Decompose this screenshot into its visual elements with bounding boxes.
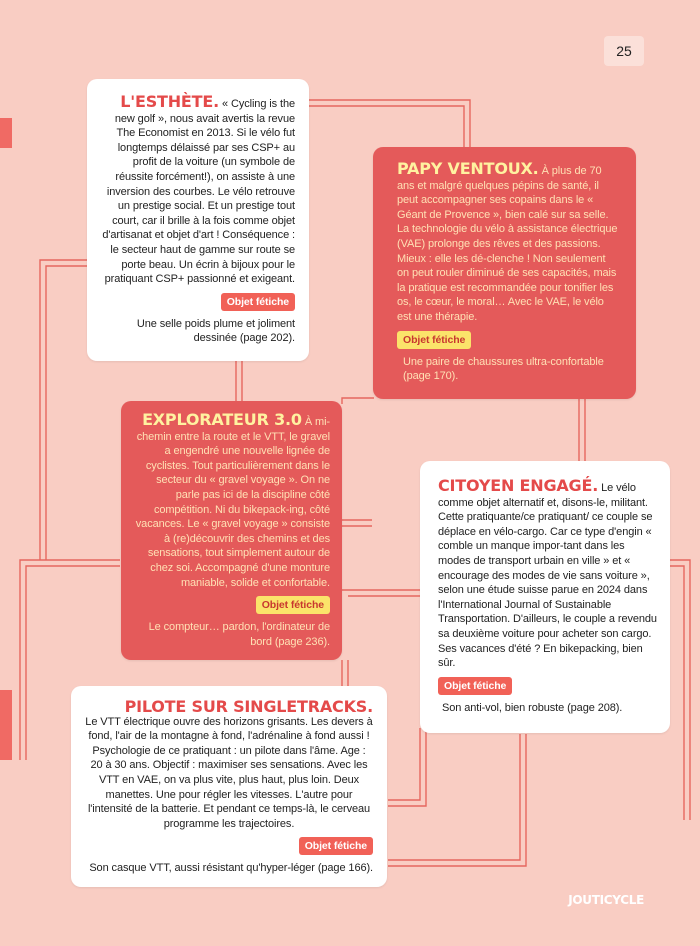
card-explorateur-text [133, 410, 330, 590]
card-citoyen-badge: Objet fétiche [438, 677, 512, 695]
brand-logo: JOUTICYCLE [568, 893, 644, 907]
card-explorateur [121, 401, 342, 660]
card-esthete-body: « Cycling is the new golf », nous avait avertis la revue The Economist en 2013. Si le vélo fut longtemps délaissé par ses CSP+ au profit de la voiture (un symbole de réussite forcément!), on assiste à une inversion des courbes. Le vélo retrouve un prestige social. Et un prestige tout court, car il brille à la fois comme objet d'artisanat et objet d'art ! Conséquence : le secteur haut de gamme sur route se porte beau. Un écrin à bijoux pour le pratiquant CSP+ passionné et exigeant. [102, 98, 295, 286]
card-explorateur-title: EXPLORATEUR 3.0 [142, 410, 302, 429]
card-pilote-fetish: Son casque VTT, aussi résistant qu'hyper-léger (page 166). [89, 862, 373, 875]
card-papy-fetish: Une paire de chaussures ultra-confortable (page 170). [403, 355, 604, 383]
card-citoyen-body: Le vélo comme objet alternatif et, disons-le, militant. Cette pratiquante/ce pratiquant/ ce couple se déplace en vélo-cargo. Car ce type d'engin « comble un manque impor-tant dans les modes de transport urbain en ville » et « encourage des modes de vie sans voiture », selon une étude suisse parue en 2024 dans l'International Journal of Sustainable Transportation. D'ailleurs, le couple a revendu sa deuxième voiture pour acheter son cargo. Ses vacances d'été ? En bikepacking, bien sûr. [438, 482, 657, 670]
card-pilote-body: Le VTT électrique ouvre des horizons grisants. Les devers à fond, l'air de la montagne à fond, l'adrénaline à fond aussi ! Psychologie de ce pratiquant : un pilote dans l'âme. Age : 20 à 30 ans. Objectif : maximiser ses sensations. Avec les VTT en VAE, on va plus vite, plus haut, plus loin. Deux manettes. Une pour régler les vitesses. L'autre pour l'intensité de la batterie. Et pendant ce temps-là, le cerveau programme les trajectoires. [85, 715, 373, 830]
card-papy-title: PAPY VENTOUX. [397, 159, 539, 178]
card-explorateur-badge: Objet fétiche [256, 596, 330, 614]
card-citoyen-title: CITOYEN ENGAGÉ. [438, 476, 599, 495]
card-papy-body: À plus de 70 ans et malgré quelques pépins de santé, il peut accompagner ses copains dans le « Géant de Provence », bien calé sur sa selle. La technologie du vélo à assistance électrique (VAE) prolonge des rêves et des passions. Mieux : elle les dé-clenche ! Non seulement on peut rouler diminué de ses capacités, mais la pratique est recommandée pour tonifier les os, le cœur, le moral… Avec le VAE, le vélo est une thérapie. [397, 165, 618, 323]
card-citoyen-engage [420, 461, 670, 733]
card-pilote-title: PILOTE SUR SINGLETRACKS. [124, 697, 373, 716]
card-papy-ventoux [373, 147, 636, 399]
card-explorateur-body: À mi-chemin entre la route et le VTT, le gravel a engendré une nouvelle lignée de cyclistes. Tout particulièrement dans le secteur du « gravel voyage ». On ne parle pas ici de la discipline côté compétition. Ni du bikepack-ing, côté vacances. Le « gravel voyage » consiste à (re)découvrir des chemins et des sensations, tout simplement autour de chez soi. Accompagné d'une monture maniable, solide et confortable. [135, 416, 330, 589]
card-esthete-title: L'ESTHÈTE. [120, 92, 219, 111]
page-number: 25 [604, 36, 644, 66]
card-esthete-badge: Objet fétiche [221, 293, 295, 311]
card-citoyen-fetish: Son anti-vol, bien robuste (page 208). [442, 701, 623, 714]
card-papy-badge: Objet fétiche [397, 331, 471, 349]
card-esthete-fetish: Une selle poids plume et joliment dessinée (page 202). [136, 317, 295, 345]
card-esthete-text [99, 92, 295, 287]
card-citoyen-text [438, 476, 658, 671]
card-papy-text [397, 159, 618, 325]
card-pilote-badge: Objet fétiche [299, 837, 373, 855]
card-esthete [87, 79, 309, 361]
card-pilote [71, 686, 387, 887]
card-explorateur-fetish: Le compteur… pardon, l'ordinateur de bord (page 236). [148, 621, 330, 648]
